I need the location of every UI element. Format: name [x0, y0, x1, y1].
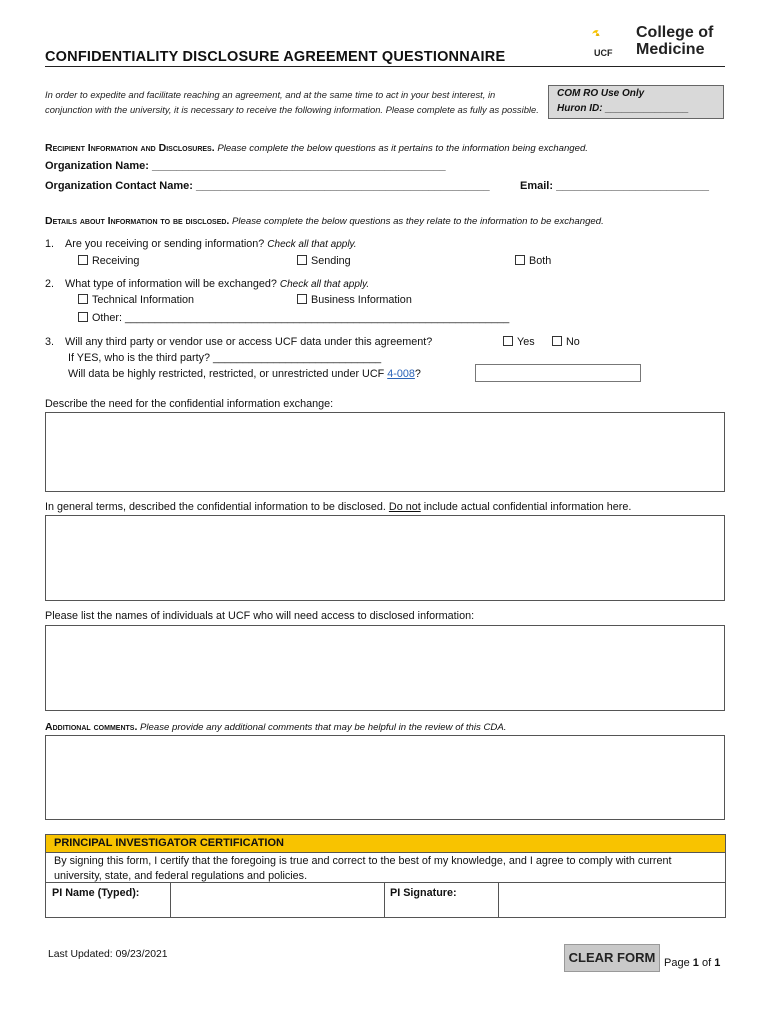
question-2 [45, 278, 369, 290]
office-use-box [548, 85, 724, 119]
restriction-input[interactable] [475, 364, 641, 382]
list-names-textarea[interactable] [45, 625, 725, 711]
policy-link[interactable]: 4-008 [387, 368, 415, 380]
general-terms-label [45, 501, 631, 513]
q2-hint: Check all that apply. [279, 279, 370, 290]
q1-sending-option[interactable] [297, 255, 351, 267]
details-heading: Details about Information to be disclosed. [45, 215, 230, 227]
q3-number: 3. [45, 336, 55, 348]
recipient-heading: Recipient Information and Disclosures. [45, 142, 215, 154]
office-use-heading: COM RO Use Only [557, 88, 645, 99]
pi-signature-label-cell [384, 883, 499, 917]
general-terms-text-end: include actual confidential information here. [423, 501, 632, 513]
pi-name-label: PI Name (Typed): [52, 887, 140, 899]
q2-other-option[interactable] [78, 312, 509, 324]
q3-yes-option[interactable] [503, 336, 535, 348]
recipient-description: Please complete the below questions as it pertains to the information being exchanged. [217, 143, 588, 154]
business-checkbox[interactable] [297, 294, 307, 304]
q2-technical-option[interactable] [78, 294, 194, 306]
q1-text: Are you receiving or sending information? [65, 238, 265, 250]
other-field[interactable]: Other: ________________________________________________________________ [92, 312, 510, 324]
sending-label: Sending [311, 255, 351, 267]
pi-certification-box [45, 834, 726, 918]
additional-description: Please provide any additional comments that may be helpful in the review of this CDA. [140, 722, 507, 733]
sending-checkbox[interactable] [297, 255, 307, 265]
college-name [636, 24, 713, 58]
q1-both-option[interactable] [515, 255, 551, 267]
page-total: 1 [714, 957, 721, 969]
q1-receiving-option[interactable] [78, 255, 139, 267]
recipient-section-heading [45, 142, 588, 154]
additional-comments-heading-row [45, 721, 506, 733]
ucf-pegasus-logo-icon [590, 20, 630, 48]
yes-label: Yes [517, 336, 535, 348]
receiving-checkbox[interactable] [78, 255, 88, 265]
q2-text: What type of information will be exchanged? [65, 278, 277, 290]
cert-statement: By signing this form, I certify that the foregoing is true and correct to the best of my knowledge, and I agree to comply with current university, state, and federal regulations and policies. [54, 855, 672, 882]
third-party-field[interactable]: If YES, who is the third party? ____________________________ [68, 352, 382, 364]
other-checkbox[interactable] [78, 312, 88, 322]
q2-number: 2. [45, 278, 55, 290]
cert-heading-bar [46, 835, 725, 853]
question-1 [45, 238, 357, 250]
org-contact-field[interactable]: Organization Contact Name: ________________________________________________ [45, 180, 490, 192]
last-updated: Last Updated: 09/23/2021 [48, 949, 168, 960]
restriction-question [68, 368, 421, 380]
no-checkbox[interactable] [552, 336, 562, 346]
ucf-wordmark: UCF [594, 48, 613, 58]
additional-heading: Additional comments. [45, 721, 138, 733]
of-word: of [701, 957, 712, 969]
general-terms-text: In general terms, described the confidential information to be disclosed. [45, 501, 386, 513]
cert-signature-row [46, 882, 725, 917]
q1-hint: Check all that apply. [267, 239, 357, 250]
describe-need-textarea[interactable] [45, 412, 725, 492]
restriction-suffix: ? [414, 368, 421, 380]
both-label: Both [529, 255, 552, 267]
pi-signature-input[interactable] [498, 883, 724, 917]
cert-heading: PRINCIPAL INVESTIGATOR CERTIFICATION [54, 837, 284, 849]
pi-name-input[interactable] [170, 883, 385, 917]
clear-form-button[interactable]: CLEAR FORM [564, 944, 660, 972]
intro-text: In order to expedite and facilitate reaching an agreement, and at the same time to act in your best interest, in conjunction with the university, it is necessary to receive the following information. Please complete as fully as possible. [45, 89, 539, 115]
page-title: CONFIDENTIALITY DISCLOSURE AGREEMENT QUESTIONNAIRE [45, 49, 506, 65]
q1-number: 1. [45, 238, 55, 250]
page-indicator [664, 957, 720, 969]
college-line-2: Medicine [636, 41, 705, 58]
both-checkbox[interactable] [515, 255, 525, 265]
details-description: Please complete the below questions as they relate to the information to be exchanged. [232, 216, 604, 227]
q3-text: Will any third party or vendor use or access UCF data under this agreement? [65, 336, 433, 348]
receiving-label: Receiving [92, 255, 140, 267]
email-field[interactable]: Email: _________________________ [520, 180, 710, 192]
q2-business-option[interactable] [297, 294, 412, 306]
pi-name-label-cell [46, 883, 171, 917]
list-names-label: Please list the names of individuals at UCF who will need access to disclosed information: [45, 610, 475, 622]
business-label: Business Information [311, 294, 412, 306]
general-terms-textarea[interactable] [45, 515, 725, 601]
page-number: 1 [692, 957, 699, 969]
yes-checkbox[interactable] [503, 336, 513, 346]
no-label: No [566, 336, 580, 348]
pi-signature-label: PI Signature: [390, 887, 457, 899]
huron-id-field[interactable]: Huron ID: _______________ [557, 103, 689, 114]
technical-checkbox[interactable] [78, 294, 88, 304]
restriction-text: Will data be highly restricted, restricted, or unrestricted under UCF [68, 368, 385, 380]
describe-need-label: Describe the need for the confidential information exchange: [45, 398, 334, 410]
details-section-heading [45, 215, 604, 227]
question-3 [45, 336, 432, 348]
college-line-1: College of [636, 24, 714, 41]
q3-no-option[interactable] [552, 336, 580, 348]
org-name-field[interactable]: Organization Name: ________________________________________________ [45, 160, 446, 172]
additional-comments-textarea[interactable] [45, 735, 725, 820]
title-divider [45, 66, 725, 67]
page-word: Page [664, 957, 690, 969]
technical-label: Technical Information [92, 294, 195, 306]
general-terms-emphasis: Do not [388, 501, 421, 513]
